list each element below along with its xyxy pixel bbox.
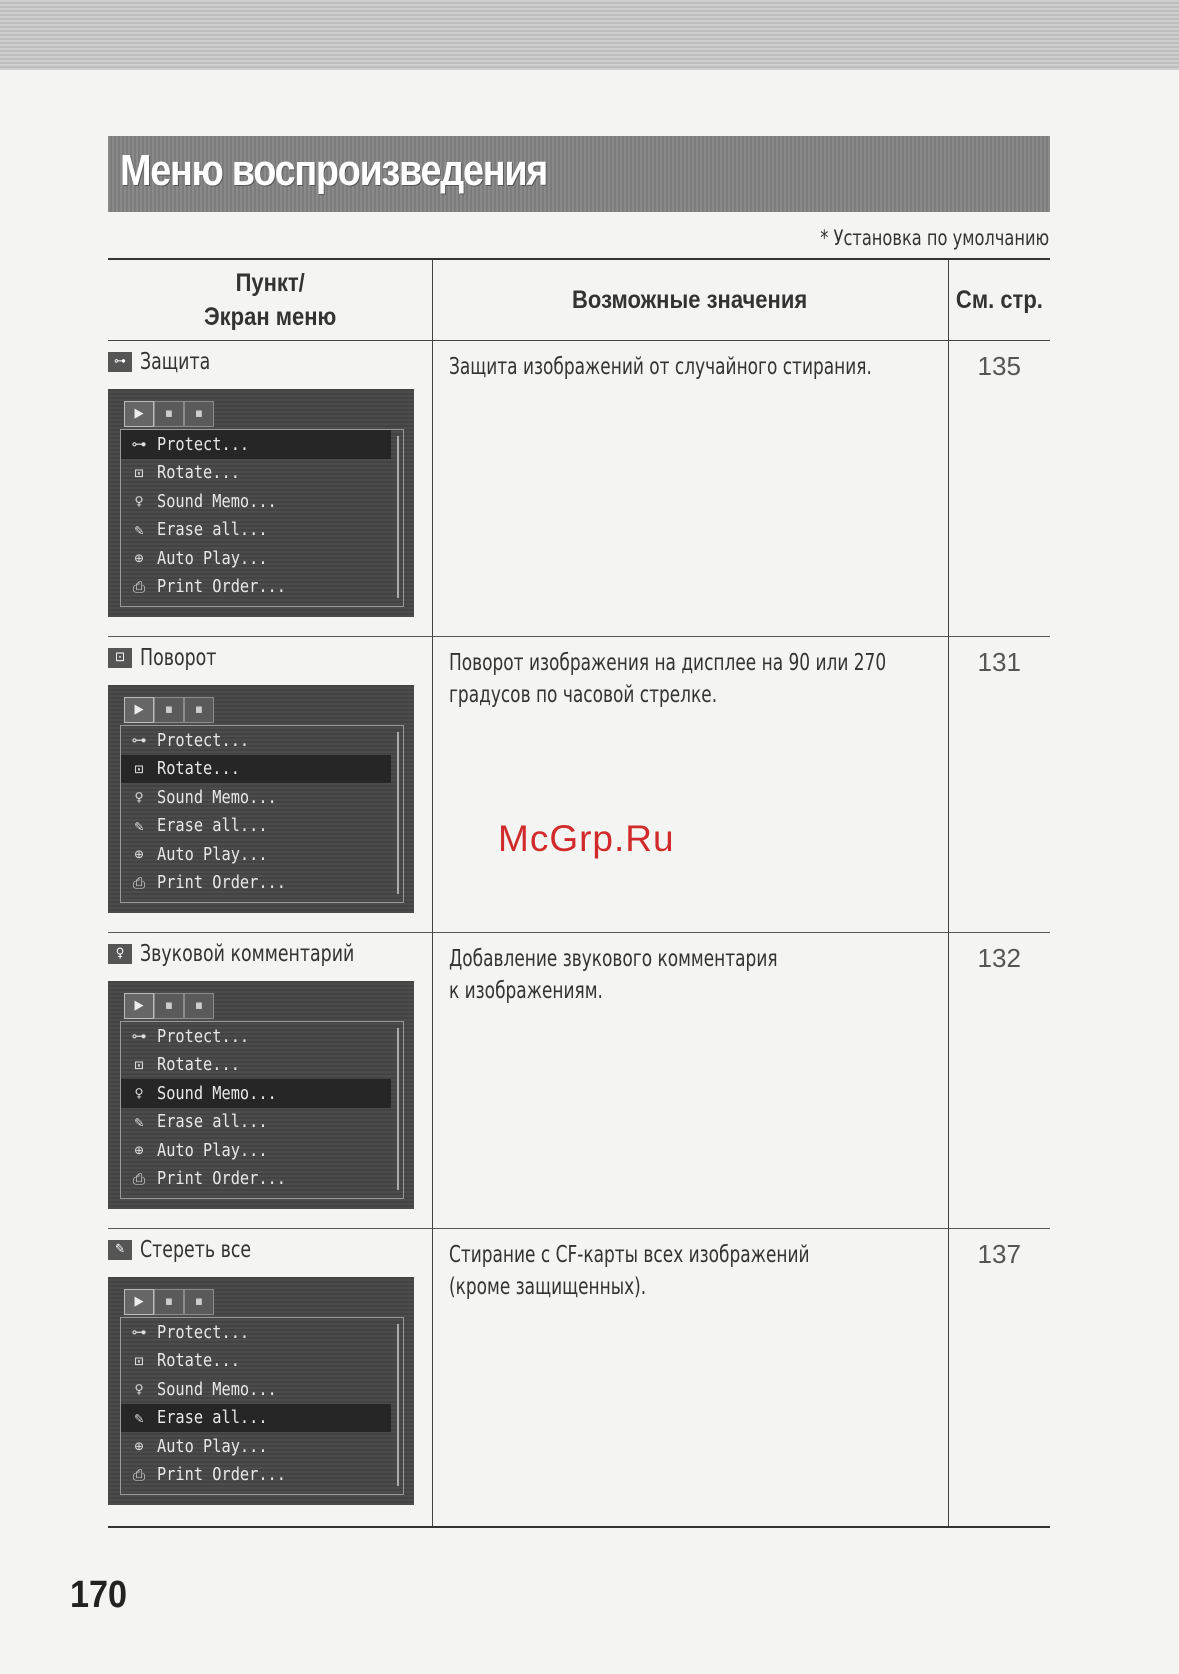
camera-menu-list <box>120 429 404 607</box>
rotate-icon: ⊡ <box>108 648 132 668</box>
camera-menu-list <box>120 725 404 903</box>
page-title: Меню воспроизведения <box>120 146 548 195</box>
values-cell <box>432 637 948 933</box>
camera-menu-item <box>121 487 403 516</box>
camera-menu-screen <box>108 981 414 1209</box>
rec-tab-icon: ▪ <box>154 993 184 1019</box>
page-reference: 135 <box>948 341 1050 637</box>
play-tab-icon: ▶ <box>124 993 154 1019</box>
camera-menu-item-label: Auto Play... <box>157 843 268 865</box>
print-icon: ⎙ <box>132 577 145 596</box>
default-setting-note: * Установка по умолчанию <box>820 226 1049 250</box>
autoplay-icon: ⊕ <box>134 1141 144 1160</box>
print-icon: ⎙ <box>132 1169 145 1188</box>
column-header-values: Возможные значения <box>432 259 948 341</box>
microphone-icon: ♀ <box>108 944 132 964</box>
rec-tab-icon: ▪ <box>154 401 184 427</box>
setup-tab-icon: ▪ <box>184 993 214 1019</box>
camera-menu-item-label: Print Order... <box>157 872 286 894</box>
autoplay-icon: ⊕ <box>134 549 144 568</box>
rotate-icon: ⊡ <box>134 1351 144 1370</box>
setup-tab-icon: ▪ <box>184 1289 214 1315</box>
description-line: Добавление звукового комментария <box>448 946 778 972</box>
camera-menu-item-label: Print Order... <box>157 1464 286 1486</box>
camera-menu-item-label: Print Order... <box>157 1168 286 1190</box>
rec-tab-icon: ▪ <box>154 697 184 723</box>
camera-menu-item-label: Erase all... <box>157 519 268 541</box>
camera-menu-item <box>121 1375 403 1404</box>
print-icon: ⎙ <box>132 873 145 892</box>
table-row <box>108 933 1050 1229</box>
camera-menu-item-label: Auto Play... <box>157 547 268 569</box>
description-line: к изображениям. <box>448 978 603 1004</box>
print-icon: ⎙ <box>132 1465 145 1484</box>
item-description <box>433 647 948 711</box>
camera-menu-item-label: Rotate... <box>157 758 240 780</box>
camera-menu-item-label: Erase all... <box>157 815 268 837</box>
camera-menu-item-label: Rotate... <box>157 1054 240 1076</box>
description-line: Стирание с CF-карты всех изображений <box>448 1242 810 1268</box>
camera-menu-item-label: Sound Memo... <box>157 1378 277 1400</box>
item-cell <box>108 933 432 1229</box>
item-cell <box>108 637 432 933</box>
scan-edge <box>0 0 1179 70</box>
camera-menu-item <box>121 573 403 602</box>
camera-menu-tabs <box>124 1289 214 1315</box>
erase-icon: ✎ <box>108 1240 132 1260</box>
setup-tab-icon: ▪ <box>184 697 214 723</box>
item-label: Защита <box>140 349 211 375</box>
camera-menu-item <box>121 430 391 459</box>
column-header-page: См. стр. <box>948 259 1050 341</box>
camera-menu-item <box>121 1461 403 1490</box>
camera-menu-item-label: Sound Memo... <box>157 1082 277 1104</box>
playback-menu-table <box>108 258 1050 1528</box>
values-cell <box>432 341 948 637</box>
play-tab-icon: ▶ <box>124 697 154 723</box>
camera-menu-item-label: Rotate... <box>157 1350 240 1372</box>
table-row <box>108 341 1050 637</box>
camera-menu-screen <box>108 389 414 617</box>
microphone-icon: ♀ <box>134 1380 144 1399</box>
camera-menu-item <box>121 840 403 869</box>
erase-icon: ✎ <box>134 520 144 539</box>
item-label: Звуковой комментарий <box>140 941 355 967</box>
camera-menu-item-label: Protect... <box>157 433 250 455</box>
key-icon: ⊶ <box>131 1027 147 1046</box>
microphone-icon: ♀ <box>134 1084 144 1103</box>
camera-menu-list <box>120 1021 404 1199</box>
item-heading <box>108 645 432 671</box>
autoplay-icon: ⊕ <box>134 845 144 864</box>
camera-menu-item <box>121 544 403 573</box>
description-line: Поворот изображения на дисплее на 90 или 270 <box>448 650 886 676</box>
camera-menu-item <box>121 1022 403 1051</box>
camera-menu-item <box>121 1079 391 1108</box>
values-cell <box>432 1229 948 1527</box>
page-reference: 137 <box>948 1229 1050 1527</box>
item-description <box>433 1239 948 1303</box>
camera-menu-list <box>120 1317 404 1495</box>
erase-icon: ✎ <box>134 1112 144 1131</box>
description-line: градусов по часовой стрелке. <box>448 682 717 708</box>
page-reference: 132 <box>948 933 1050 1229</box>
camera-menu-item-label: Erase all... <box>157 1111 268 1133</box>
key-icon: ⊶ <box>131 435 147 454</box>
rotate-icon: ⊡ <box>134 759 144 778</box>
item-description <box>433 943 948 1007</box>
camera-menu-item <box>121 755 391 784</box>
description-line: Защита изображений от случайного стирания. <box>448 354 872 380</box>
camera-menu-item-label: Erase all... <box>157 1407 268 1429</box>
camera-menu-screen <box>108 1277 414 1505</box>
item-description <box>433 351 948 383</box>
table-row <box>108 1229 1050 1527</box>
item-heading <box>108 1237 432 1263</box>
camera-menu-item <box>121 812 403 841</box>
key-icon: ⊶ <box>131 1323 147 1342</box>
camera-menu-item <box>121 1404 391 1433</box>
item-label: Стереть все <box>140 1237 252 1263</box>
camera-menu-item <box>121 1347 403 1376</box>
camera-menu-screen <box>108 685 414 913</box>
item-cell <box>108 1229 432 1527</box>
item-heading <box>108 349 432 375</box>
camera-menu-item <box>121 516 403 545</box>
camera-menu-item <box>121 869 403 898</box>
camera-menu-item <box>121 1318 403 1347</box>
microphone-icon: ♀ <box>134 788 144 807</box>
camera-menu-item-label: Protect... <box>157 1025 250 1047</box>
description-line: (кроме защищенных). <box>448 1274 646 1300</box>
erase-icon: ✎ <box>134 816 144 835</box>
camera-menu-tabs <box>124 993 214 1019</box>
values-cell <box>432 933 948 1229</box>
camera-menu-item-label: Sound Memo... <box>157 786 277 808</box>
camera-menu-item-label: Rotate... <box>157 462 240 484</box>
camera-menu-tabs <box>124 697 214 723</box>
camera-menu-item <box>121 459 403 488</box>
column-header-item-label: Пункт/ Экран меню <box>203 269 336 331</box>
camera-menu-item <box>121 1051 403 1080</box>
erase-icon: ✎ <box>134 1408 144 1427</box>
camera-menu-item-label: Auto Play... <box>157 1139 268 1161</box>
camera-menu-item <box>121 1432 403 1461</box>
item-label: Поворот <box>140 645 217 671</box>
rec-tab-icon: ▪ <box>154 1289 184 1315</box>
play-tab-icon: ▶ <box>124 1289 154 1315</box>
camera-menu-item <box>121 726 403 755</box>
camera-menu-item <box>121 1165 403 1194</box>
column-header-item <box>108 259 432 341</box>
camera-menu-item-label: Protect... <box>157 1321 250 1343</box>
camera-menu-item <box>121 1108 403 1137</box>
watermark: McGrp.Ru <box>498 818 675 859</box>
rotate-icon: ⊡ <box>134 463 144 482</box>
item-cell <box>108 341 432 637</box>
camera-menu-item-label: Print Order... <box>157 576 286 598</box>
microphone-icon: ♀ <box>134 492 144 511</box>
camera-menu-item-label: Protect... <box>157 729 250 751</box>
camera-menu-tabs <box>124 401 214 427</box>
table-row <box>108 637 1050 933</box>
key-icon: ⊶ <box>131 731 147 750</box>
key-icon: ⊶ <box>108 352 132 372</box>
rotate-icon: ⊡ <box>134 1055 144 1074</box>
item-heading <box>108 941 432 967</box>
camera-menu-item-label: Auto Play... <box>157 1435 268 1457</box>
camera-menu-item-label: Sound Memo... <box>157 490 277 512</box>
section-title-bar <box>108 136 1050 212</box>
play-tab-icon: ▶ <box>124 401 154 427</box>
camera-menu-item <box>121 783 403 812</box>
table-header-row <box>108 259 1050 341</box>
autoplay-icon: ⊕ <box>134 1437 144 1456</box>
page-number: 170 <box>70 1574 128 1616</box>
camera-menu-item <box>121 1136 403 1165</box>
page-reference: 131 <box>948 637 1050 933</box>
setup-tab-icon: ▪ <box>184 401 214 427</box>
